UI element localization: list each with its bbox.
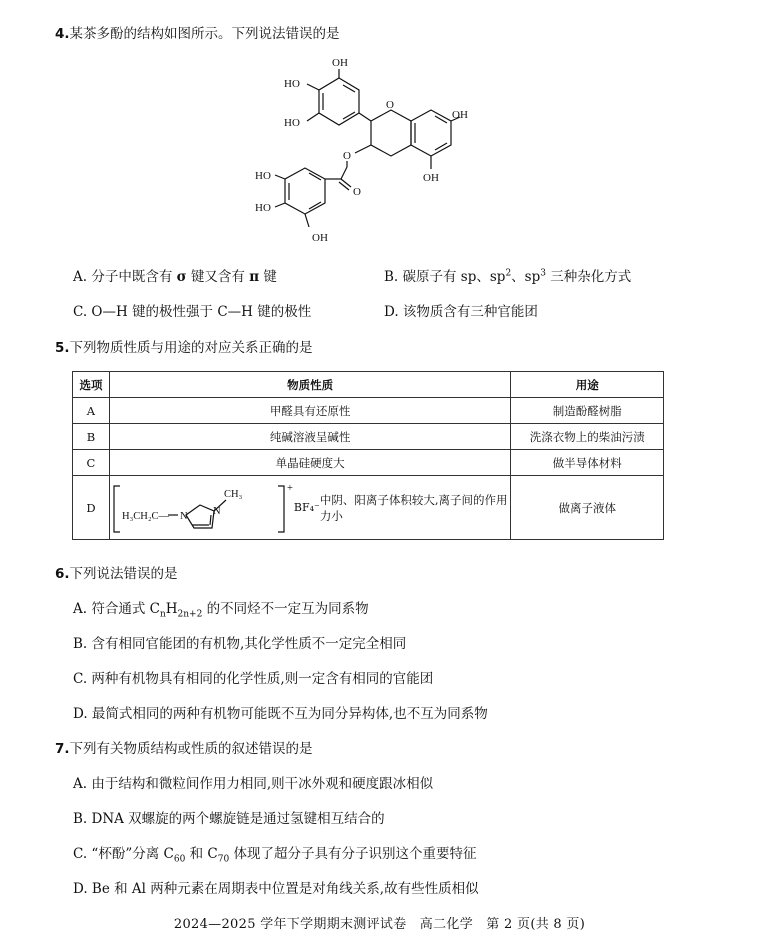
table-row	[73, 398, 664, 424]
q5-stem: 下列物质性质与用途的对应关系正确的是	[69, 340, 313, 356]
molecule-structure	[255, 55, 485, 250]
q6-option-a: A. 符合通式 $C_nH_{2n+2}$ 的不同烃不一定互为同系物	[73, 601, 369, 620]
row-d-property-text: 中阴、阳离子体积较大,离子间的作用力小	[319, 492, 508, 523]
q6	[55, 562, 178, 582]
row-property: 甲醛具有还原性	[109, 398, 510, 424]
q4-option-d: D. 该物质含有三种官能团	[384, 304, 538, 320]
q4-option-b: B. 碳原子有 sp、$sp^2$、$sp^3$ 三种杂化方式	[384, 268, 632, 285]
o-label: O	[386, 99, 394, 111]
anion-label: BF₄⁻	[293, 501, 320, 514]
q4-option-c: C. O—H 键的极性强于 C—H 键的极性	[73, 304, 312, 320]
row-option: B	[73, 424, 110, 450]
row-property: 纯碱溶液呈碱性	[109, 424, 510, 450]
table-row	[73, 424, 664, 450]
oh-label: OH	[332, 57, 348, 69]
nitrogen-label: N	[212, 505, 221, 517]
q5	[55, 336, 313, 356]
cation-charge: +	[286, 482, 293, 494]
header-option: 选项	[73, 372, 110, 398]
row-property: 单晶硅硬度大	[109, 450, 510, 476]
oh-label: HO	[284, 78, 300, 90]
q7-number: 7.	[55, 741, 70, 757]
row-use: 做离子液体	[511, 476, 664, 540]
nitrogen-label: N	[179, 510, 188, 522]
q6-option-b: B. 含有相同官能团的有机物,其化学性质不一定完全相同	[73, 636, 407, 652]
header-use: 用途	[511, 372, 664, 398]
q7	[55, 737, 313, 757]
q6-number: 6.	[55, 566, 70, 582]
table-row	[73, 450, 664, 476]
row-option: D	[73, 476, 110, 540]
q6-option-c: C. 两种有机物具有相同的化学性质,则一定含有相同的官能团	[73, 671, 434, 687]
oh-label: HO	[255, 202, 271, 214]
o-label: O	[343, 150, 351, 162]
q4	[55, 22, 340, 42]
q7-option-c: C. “杯酚”分离 $C_{60}$ 和 $C_{70}$ 体现了超分子具有分子识别这个重要特征	[73, 846, 477, 865]
q4-stem: 某茶多酚的结构如图所示。下列说法错误的是	[69, 26, 340, 42]
q7-option-a: A. 由于结构和微粒间作用力相同,则干冰外观和硬度跟冰相似	[73, 776, 434, 792]
row-use: 洗涤衣物上的柴油污渍	[511, 424, 664, 450]
q7-option-b: B. DNA 双螺旋的两个螺旋链是通过氢键相互结合的	[73, 811, 385, 827]
header-property: 物质性质	[109, 372, 510, 398]
ethyl-group: H₃CH₂C—	[121, 510, 169, 522]
table-row	[73, 476, 664, 540]
methyl-group: CH₃	[223, 488, 243, 500]
q7-stem: 下列有关物质结构或性质的叙述错误的是	[69, 741, 313, 757]
ionic-liquid-structure	[110, 478, 300, 538]
row-use: 做半导体材料	[511, 450, 664, 476]
oh-label: OH	[452, 109, 468, 121]
q5-table	[72, 371, 664, 540]
q6-option-d: D. 最简式相同的两种有机物可能既不互为同分异构体,也不互为同系物	[73, 706, 488, 722]
q4-number: 4.	[55, 26, 70, 42]
q4-option-a: A. 分子中既含有 σ 键又含有 π 键	[73, 269, 277, 285]
q7-option-d: D. Be 和 Al 两种元素在周期表中位置是对角线关系,故有些性质相似	[73, 881, 479, 897]
oh-label: OH	[312, 232, 328, 244]
q5-number: 5.	[55, 340, 70, 356]
row-option: A	[73, 398, 110, 424]
o-label: O	[353, 186, 361, 198]
row-option: C	[73, 450, 110, 476]
oh-label: HO	[255, 170, 271, 182]
oh-label: OH	[423, 172, 439, 184]
table-header-row	[73, 372, 664, 398]
oh-label: HO	[284, 117, 300, 129]
row-use: 制造酚醛树脂	[511, 398, 664, 424]
page-footer: 2024—2025 学年下学期期末测评试卷 高二化学 第 2 页(共 8 页)	[173, 917, 586, 932]
row-property	[109, 476, 510, 540]
q6-stem: 下列说法错误的是	[69, 566, 178, 582]
